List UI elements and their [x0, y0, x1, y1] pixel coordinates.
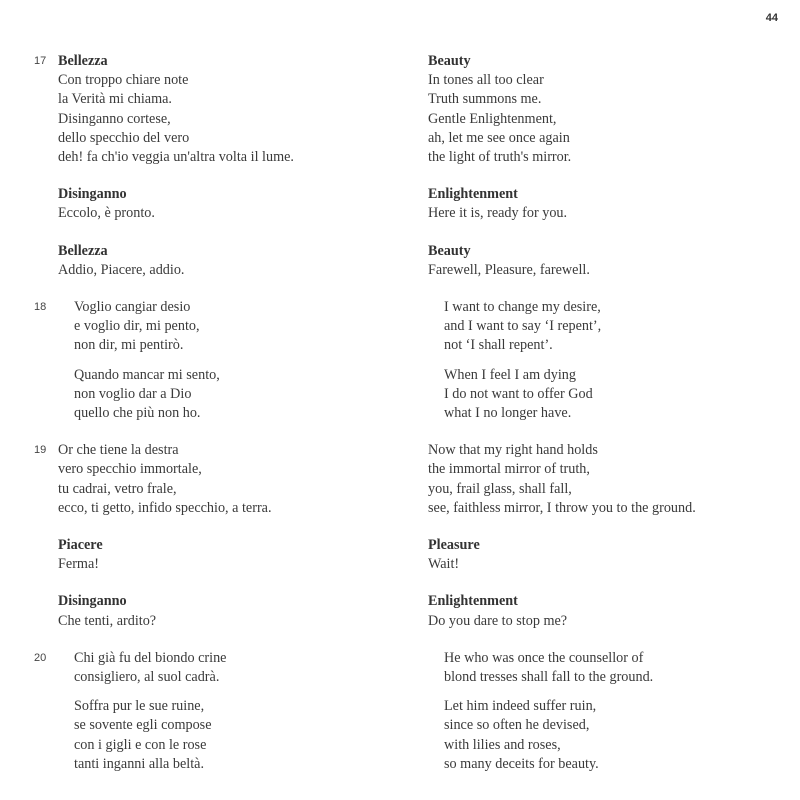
speaker-name: Disinganno [58, 593, 127, 610]
libretto-block [428, 441, 778, 518]
stanza [428, 204, 778, 223]
stanza [58, 612, 388, 631]
verse-line: la Verità mi chiama. [58, 91, 172, 108]
stanza [58, 298, 388, 356]
verse-line: deh! fa ch'io veggia un'altra volta il lume. [58, 149, 294, 166]
verse-line: con i gigli e con le rose [74, 736, 207, 753]
verse-line: vero specchio immortale, [58, 461, 202, 478]
stanza [428, 71, 778, 167]
speaker-name: Enlightenment [428, 186, 518, 203]
verse-line: quello che più non ho. [74, 405, 201, 422]
verse-line: Voglio cangiar desio [74, 299, 191, 316]
stanza [428, 697, 778, 774]
verse-line: se sovente egli compose [74, 717, 212, 734]
verse-line: tu cadrai, vetro frale, [58, 480, 177, 497]
verse-line: and I want to say ‘I repent’, [444, 318, 602, 335]
stanza [428, 261, 778, 280]
verse-line: Let him indeed suffer ruin, [444, 698, 597, 715]
libretto-block [34, 441, 388, 518]
libretto-block [428, 298, 778, 423]
libretto-block [428, 52, 778, 167]
verse-line: When I feel I am dying [444, 366, 576, 383]
verse-line: Con troppo chiare note [58, 72, 189, 89]
verse-line: Truth summons me. [428, 91, 542, 108]
verse-line: Addio, Piacere, addio. [58, 261, 185, 278]
section-number: 19 [34, 444, 47, 457]
stanza [58, 441, 388, 518]
verse-line: Now that my right hand holds [428, 442, 598, 459]
verse-line: Disinganno cortese, [58, 110, 171, 127]
verse-line: Quando mancar mi sento, [74, 366, 220, 383]
stanza [428, 612, 778, 631]
verse-line: tanti inganni alla beltà. [74, 755, 205, 772]
verse-line: He who was once the counsellor of [444, 649, 644, 666]
verse-line: ah, let me see once again [428, 129, 570, 146]
libretto-block [58, 242, 388, 280]
verse-line: e voglio dir, mi pento, [74, 318, 200, 335]
verse-line: Wait! [428, 556, 460, 573]
libretto-block [428, 242, 778, 280]
speaker-name: Bellezza [58, 53, 108, 69]
italian-column [34, 52, 388, 792]
verse-line: the light of truth's mirror. [428, 149, 572, 166]
verse-line: not ‘I shall repent’. [444, 337, 553, 354]
section-number: 17 [34, 55, 47, 67]
libretto-block [428, 185, 778, 223]
verse-line: you, frail glass, shall fall, [428, 480, 572, 497]
verse-line: what I no longer have. [444, 405, 572, 422]
section-number: 20 [34, 651, 47, 664]
verse-line: Here it is, ready for you. [428, 205, 568, 222]
stanza [428, 298, 778, 356]
stanza [428, 441, 778, 518]
libretto-block [34, 649, 388, 774]
verse-line: since so often he devised, [444, 717, 590, 734]
stanza [428, 649, 778, 687]
verse-line: Farewell, Pleasure, farewell. [428, 261, 590, 278]
verse-line: ecco, ti getto, infido specchio, a terra. [58, 499, 272, 516]
libretto-block [58, 592, 388, 630]
speaker-name: Beauty [428, 53, 471, 69]
verse-line: see, faithless mirror, I throw you to the ground. [428, 499, 696, 516]
speaker-name: Piacere [58, 537, 103, 554]
libretto-block [34, 52, 388, 167]
verse-line: blond tresses shall fall to the ground. [444, 669, 654, 686]
verse-line: Or che tiene la destra [58, 442, 179, 459]
stanza [58, 555, 388, 574]
verse-line: non voglio dar a Dio [74, 385, 192, 402]
verse-line: In tones all too clear [428, 72, 544, 89]
english-column [428, 52, 778, 792]
libretto-block [58, 185, 388, 223]
verse-line: so many deceits for beauty. [444, 755, 599, 772]
libretto-block [428, 536, 778, 574]
speaker-name: Bellezza [58, 242, 108, 259]
verse-line: Do you dare to stop me? [428, 612, 568, 629]
libretto-block [58, 536, 388, 574]
verse-line: dello specchio del vero [58, 129, 190, 146]
speaker-name: Disinganno [58, 186, 127, 203]
verse-line: Che tenti, ardito? [58, 612, 157, 629]
libretto-block [34, 298, 388, 423]
stanza [58, 697, 388, 774]
speaker-name: Beauty [428, 242, 471, 259]
section-number: 18 [34, 301, 47, 314]
verse-line: the immortal mirror of truth, [428, 461, 590, 478]
speaker-name: Enlightenment [428, 593, 518, 610]
verse-line: Eccolo, è pronto. [58, 205, 155, 222]
stanza [58, 71, 388, 167]
page-number: 44 [765, 12, 778, 24]
verse-line: Gentle Enlightenment, [428, 110, 557, 127]
libretto-block [428, 649, 778, 774]
verse-line: Ferma! [58, 556, 99, 573]
stanza [428, 555, 778, 574]
stanza [58, 366, 388, 424]
verse-line: consigliero, al suol cadrà. [74, 669, 220, 686]
stanza [428, 366, 778, 424]
speaker-name: Pleasure [428, 537, 480, 554]
stanza [58, 261, 388, 280]
verse-line: I do not want to offer God [444, 385, 593, 402]
stanza [58, 649, 388, 687]
verse-line: I want to change my desire, [444, 299, 601, 316]
verse-line: Chi già fu del biondo crine [74, 649, 227, 666]
libretto-block [428, 592, 778, 630]
verse-line: with lilies and roses, [444, 736, 561, 753]
verse-line: non dir, mi pentirò. [74, 337, 184, 354]
verse-line: Soffra pur le sue ruine, [74, 698, 205, 715]
stanza [58, 204, 388, 223]
